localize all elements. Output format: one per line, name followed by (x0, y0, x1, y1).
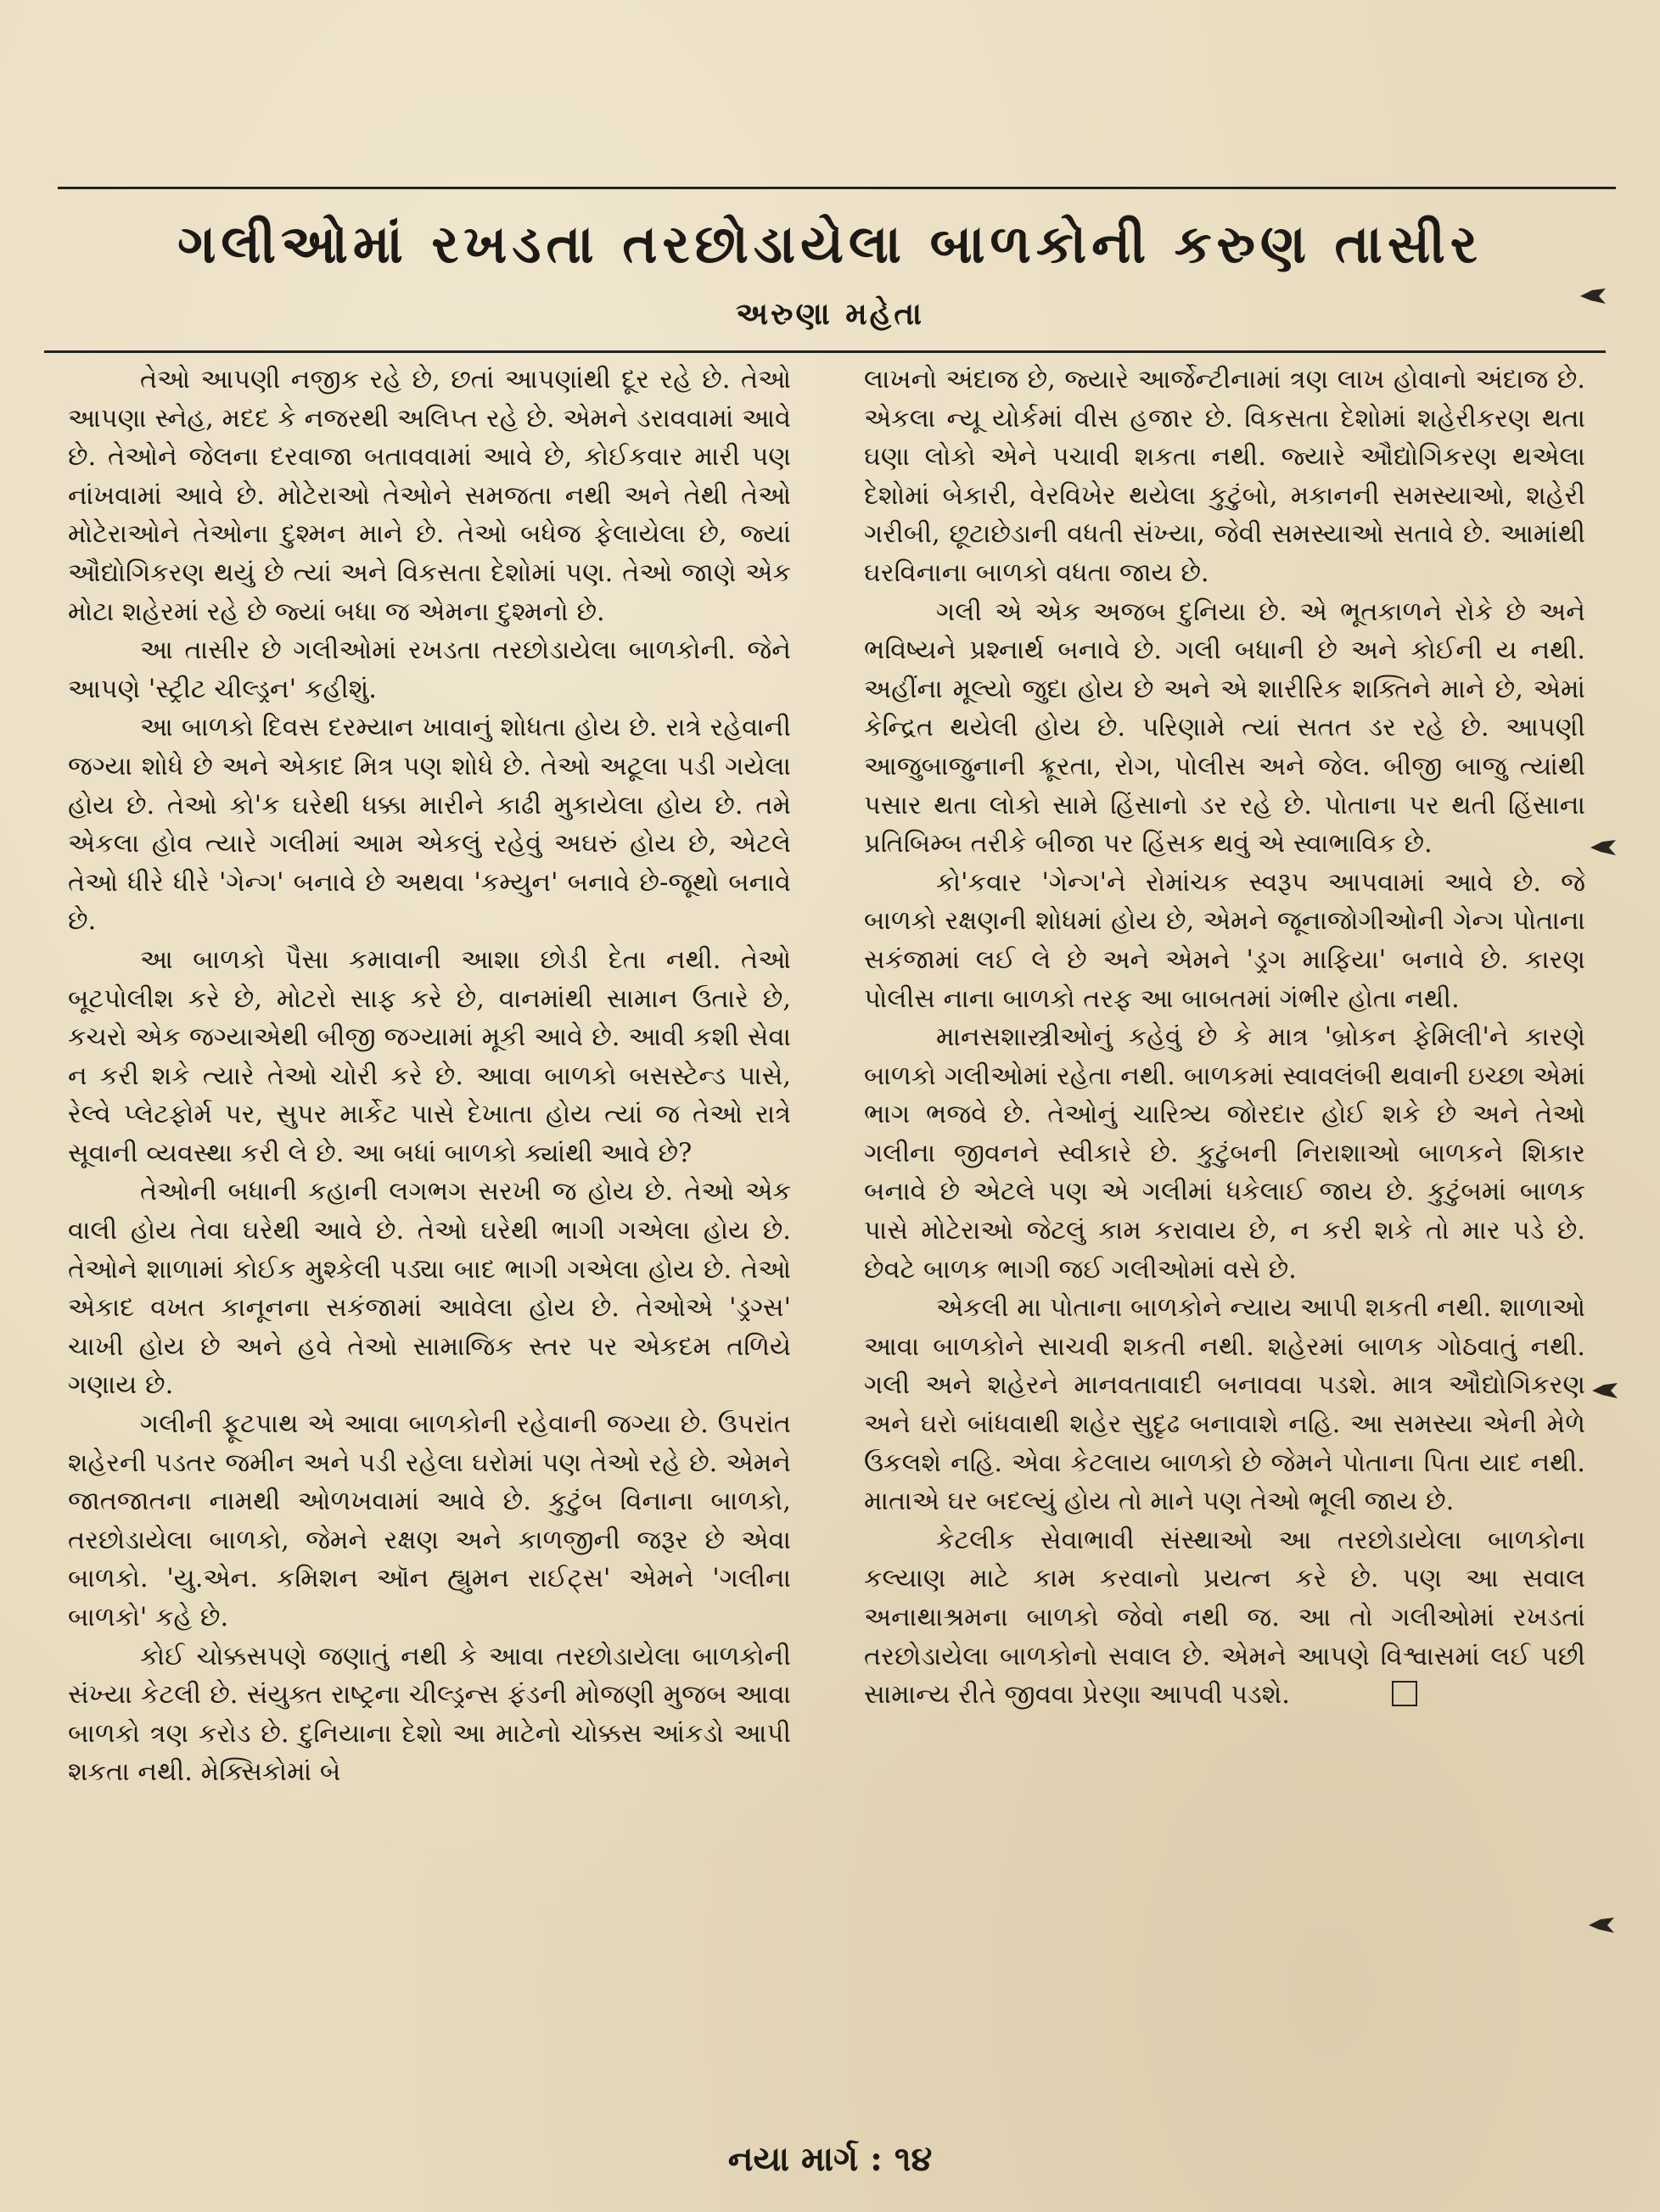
page-tear-mark (1589, 1918, 1614, 1933)
paragraph: એકલી મા પોતાના બાળકોને ન્યાય આપી શકતી નથી. શાળાઓ આવા બાળકોને સાચવી શકતી નથી. શહેરમાં બાળક ગોઠવાતું નથી. ગલી અને શહેરને માનવતાવાદી બનાવવા પડશે. માત્ર ઔદ્યોગિકરણ અને ઘરો બાંધવાથી શહેર સુદૃઢ બનાવાશે નહિ. આ સમસ્યા એની મેળે ઉકલશે નહિ. એવા કેટલાય બાળકો છે જેમને પોતાના પિતા યાદ નથી. માતાએ ઘર બદલ્યું હોય તો માને પણ તેઓ ભૂલી જાય છે. (864, 1293, 1585, 1517)
right-column (864, 361, 1585, 1715)
paragraph: તેઓની બધાની કહાની લગભગ સરખી જ હોય છે. તેઓ એક વાલી હોય તેવા ઘરેથી આવે છે. તેઓ ઘરેથી ભાગી ગએલા હોય છે. તેઓને શાળામાં કોઈક મુશ્કેલી પડ્યા બાદ ભાગી ગએલા હોય છે. તેઓ એકાદ વખત કાનૂનના સકંજામાં આવેલા હોય છે. તેઓએ 'ડ્રગ્સ' ચાખી હોય છે અને હવે તેઓ સામાજિક સ્તર પર એકદમ તળિયે ગણાય છે. (68, 1177, 791, 1401)
paragraph: આ બાળકો દિવસ દરમ્યાન ખાવાનું શોધતા હોય છે. રાત્રે રહેવાની જગ્યા શોધે છે અને એકાદ મિત્ર પણ શોધે છે. તેઓ અટૂલા પડી ગયેલા હોય છે. તેઓ કો'ક ઘરેથી ધક્કા મારીને કાઢી મુકાયેલા હોય છે. તમે એકલા હોવ ત્યારે ગલીમાં આમ એકલું રહેવું અઘરું હોય છે, એટલે તેઓ ધીરે ધીરે 'ગેન્ગ' બનાવે છે અથવા 'કમ્યુન' બનાવે છે-જૂથો બનાવે છે. (68, 713, 791, 937)
article-title: ગલીઓમાં રખડતા તરછોડાયેલા બાળકોની કરુણ તાસીર (177, 213, 1483, 275)
top-rule (58, 187, 1616, 189)
page-tear-mark (1580, 288, 1606, 304)
page-tear-mark (1590, 840, 1616, 855)
paragraph: આ તાસીર છે ગલીઓમાં રખડતા તરછોડાયેલા બાળકોની. જેને આપણે 'સ્ટ્રીટ ચીલ્ડ્રન' કહીશું. (68, 636, 791, 704)
paragraph: ગલીની ફૂટપાથ એ આવા બાળકોની રહેવાની જગ્યા છે. ઉપરાંત શહેરની પડતર જમીન અને પડી રહેલા ઘરોમાં પણ તેઓ રહે છે. એમને જાતજાતના નામથી ઓળખવામાં આવે છે. કુટુંબ વિનાના બાળકો, તરછોડાયેલા બાળકો, જેમને રક્ષણ અને કાળજીની જરૂર છે એવા બાળકો. 'યુ.એન. કમિશન ઑન હ્યુમન રાઈટ્સ' એમને 'ગલીના બાળકો' કહે છે. (68, 1409, 791, 1632)
paragraph: ગલી એ એક અજબ દુનિયા છે. એ ભૂતકાળને રોકે છે અને ભવિષ્યને પ્રશ્નાર્થ બનાવે છે. ગલી બધાની છે અને કોઈની ય નથી. અહીંના મૂલ્યો જુદા હોય છે અને એ શારીરિક શક્તિને માને છે, એમાં કેન્દ્રિત થયેલી હોય છે. પરિણામે ત્યાં સતત ડર રહે છે. આપણી આજુબાજુનાની ક્રૂરતા, રોગ, પોલીસ અને જેલ. બીજી બાજુ ત્યાંથી પસાર થતા લોકો સામે હિંસાનો ડર રહે છે. પોતાના પર થતી હિંસાના પ્રતિબિમ્બ તરીકે બીજા પર હિંસક થવું એ સ્વાભાવિક છે. (864, 596, 1585, 860)
paragraph: કોઈ ચોક્કસપણે જણાતું નથી કે આવા તરછોડાયેલા બાળકોની સંખ્યા કેટલી છે. સંયુક્ત રાષ્ટ્રના ચીલ્ડ્રન્સ ફંડની મોજણી મુજબ આવા બાળકો ત્રણ કરોડ છે. દુનિયાના દેશો આ માટેનો ચોક્કસ આંકડો આપી શકતા નથી. મેક્સિકોમાં બે (68, 1641, 791, 1788)
paragraph: લાખનો અંદાજ છે, જ્યારે આર્જેન્ટીનામાં ત્રણ લાખ હોવાનો અંદાજ છે. એકલા ન્યૂ યોર્કમાં વીસ હજાર છે. વિકસતા દેશોમાં શહેરીકરણ થતા ઘણા લોકો એને પચાવી શકતા નથી. જ્યારે ઔદ્યોગિકરણ થએલા દેશોમાં બેકારી, વેરવિખેર થયેલા કુટુંબો, મકાનની સમસ્યાઓ, શહેરી ગરીબી, છૂટાછેડાની વધતી સંખ્યા, જેવી સમસ્યાઓ સતાવે છે. આમાંથી ઘરવિનાના બાળકો વધતા જાય છે. (864, 365, 1585, 588)
header-rule (44, 350, 1606, 353)
page-footer: નયા માર્ગ : ૧૪ (727, 2139, 933, 2179)
article-author: અરુણા મહેતા (736, 296, 924, 332)
paragraph: કો'કવાર 'ગેન્ગ'ને રોમાંચક સ્વરૂપ આપવામાં આવે છે. જે બાળકો રક્ષણની શોધમાં હોય છે, એમને જૂનાજોગીઓની ગેન્ગ પોતાના સકંજામાં લઈ લે છે અને એમને 'ડ્રગ માફિયા' બનાવે છે. કારણ પોલીસ નાના બાળકો તરફ આ બાબતમાં ગંભીર હોતા નથી. (864, 867, 1585, 1014)
paragraph: આ બાળકો પૈસા કમાવાની આશા છોડી દેતા નથી. તેઓ બૂટપોલીશ કરે છે, મોટરો સાફ કરે છે, વાનમાંથી સામાન ઉતારે છે, કચરો એક જગ્યાએથી બીજી જગ્યામાં મૂકી આવે છે. આવી કશી સેવા ન કરી શકે ત્યારે તેઓ ચોરી કરે છે. આવા બાળકો બસસ્ટેન્ડ પાસે, રેલ્વે પ્લેટફોર્મ પર, સુપર માર્કેટ પાસે દેખાતા હોય ત્યાં જ તેઓ રાત્રે સૂવાની વ્યવસ્થા કરી લે છે. આ બધાં બાળકો ક્યાંથી આવે છે? (68, 944, 791, 1168)
paragraph: તેઓ આપણી નજીક રહે છે, છતાં આપણાંથી દૂર રહે છે. તેઓ આપણા સ્નેહ, મદદ કે નજરથી અલિપ્ત રહે છે. એમને ડરાવવામાં આવે છે. તેઓને જેલના દરવાજા બતાવવામાં આવે છે, કોઈકવાર મારી પણ નાંખવામાં આવે છે. મોટેરાઓ તેઓને સમજતા નથી અને તેથી તેઓ મોટેરાઓને તેઓના દુશ્મન માને છે. તેઓ બધેજ ફેલાયેલા છે, જ્યાં ઔદ્યોગિકરણ થયું છે ત્યાં અને વિકસતા દેશોમાં પણ. તેઓ જાણે એક મોટા શહેરમાં રહે છે જ્યાં બધા જ એમના દુશ્મનો છે. (68, 365, 791, 627)
paragraph-final (864, 1521, 1585, 1715)
end-mark-icon (1392, 1681, 1417, 1706)
left-column (68, 361, 791, 1792)
page-tear-mark (1592, 1383, 1618, 1398)
paragraph: માનસશાસ્ત્રીઓનું કહેવું છે કે માત્ર 'બ્રોકન ફેમિલી'ને કારણે બાળકો ગલીઓમાં રહેતા નથી. બાળકમાં સ્વાવલંબી થવાની ઇચ્છા એમાં ભાગ ભજવે છે. તેઓનું ચારિત્ર્ય જોરદાર હોઈ શકે છે અને તેઓ ગલીના જીવનને સ્વીકારે છે. કુટુંબની નિરાશાઓ બાળકને શિકાર બનાવે છે એટલે પણ એ ગલીમાં ધકેલાઈ જાય છે. કુટુંબમાં બાળક પાસે મોટેરાઓ જેટલું કામ કરાવાય છે, ન કરી શકે તો માર પડે છે. છેવટે બાળક ભાગી જઈ ગલીઓમાં વસે છે. (864, 1022, 1585, 1285)
paragraph-final-text: કેટલીક સેવાભાવી સંસ્થાઓ આ તરછોડાયેલા બાળકોના કલ્યાણ માટે કામ કરવાનો પ્રયત્ન કરે છે. પણ આ સવાલ અનાથાશ્રમના બાળકો જેવો નથી જ. આ તો ગલીઓમાં રખડતાં તરછોડાયેલા બાળકોનો સવાલ છે. એમને આપણે વિશ્વાસમાં લઈ પછી સામાન્ય રીતે જીવવા પ્રેરણા આપવી પડશે. (864, 1525, 1585, 1711)
